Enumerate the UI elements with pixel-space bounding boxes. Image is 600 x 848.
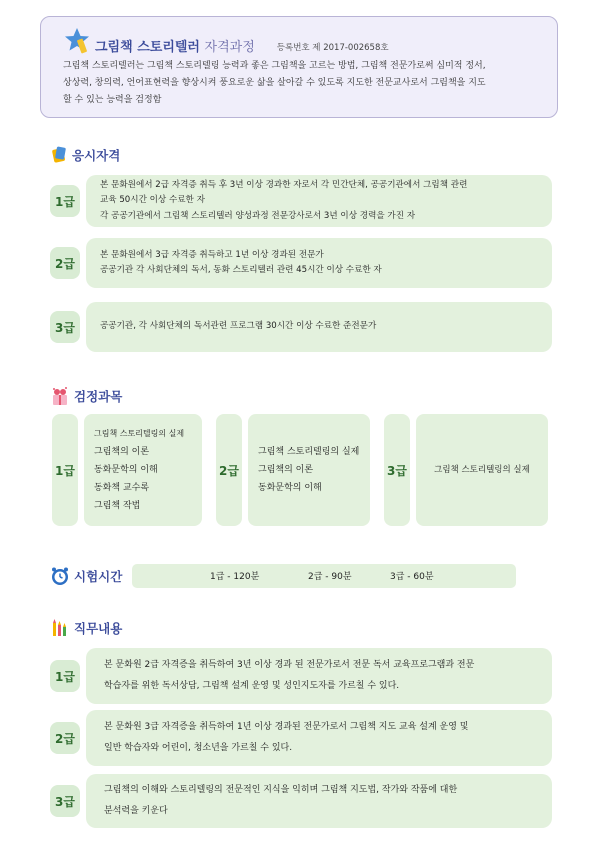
grade-badge: 3급 [384, 414, 410, 526]
gift-icon [50, 386, 70, 406]
duty-row-1 [50, 648, 552, 704]
exam-time-grade-3: 3급 - 60분 [390, 572, 434, 582]
qualification-text: 본 문화원에서 2급 자격증 취득 후 3년 이상 경과한 자로서 각 민간단체, 공공기관에서 그림책 관련 교육 50시간 이상 수료한 자 각 공공기관에서 그림책 스토리텔러 양성과정 전문강사로서 3년 이상 경력을 가진 자 [86, 175, 552, 227]
duty-row-3 [50, 774, 552, 828]
grade-badge: 2급 [50, 722, 80, 754]
exam-time-bar [132, 564, 516, 588]
notepad-icon [50, 146, 68, 164]
header-title-row [63, 27, 543, 55]
grade-badge: 3급 [50, 785, 80, 817]
exam-time-grade-1: 1급 - 120분 [210, 572, 260, 582]
duty-text: 본 문화원 2급 자격증을 취득하여 3년 이상 경과 된 전문가로서 전문 독서 교육프로그램과 전문 학습자를 위한 독서상담, 그림책 설계 운영 및 성인지도자를 가르칠 수 있다. [86, 648, 552, 704]
grade-badge: 3급 [50, 311, 80, 343]
qualification-text: 본 문화원에서 3급 자격증 취득하고 1년 이상 경과된 전문가 공공기관 각 사회단체의 독서, 동화 스토리텔러 관련 45시간 이상 수료한 자 [86, 238, 552, 288]
clock-icon [50, 566, 70, 586]
header-box [40, 16, 558, 118]
grade-badge: 2급 [216, 414, 242, 526]
grade-badge: 1급 [50, 185, 80, 217]
subjects-grade-3: 그림책 스토리텔링의 실제 [416, 414, 548, 526]
subjects-table [52, 414, 548, 526]
qualification-row-3 [50, 302, 552, 352]
header-title: 그림책 스토리텔러 자격과정 [95, 40, 255, 55]
duty-text: 본 문화원 3급 자격증을 취득하여 1년 이상 경과된 전문가로서 그림책 지도 교육 설계 운영 및 일반 학습자와 어린이, 청소년을 가르칠 수 있다. [86, 710, 552, 766]
section-exam-time-heading: 시험시간 [50, 566, 122, 586]
subjects-grade-1: 그림책 스토리텔링의 실제 그림책의 이론 동화문학의 이해 동화책 교수록 그림책 작법 [84, 414, 202, 526]
section-duties-heading: 직무내용 [50, 618, 122, 638]
subjects-grade-2: 그림책 스토리텔링의 실제 그림책의 이론 동화문학의 이해 [248, 414, 370, 526]
grade-badge: 1급 [52, 414, 78, 526]
grade-badge: 2급 [50, 247, 80, 279]
section-qualification-heading: 응시자격 [50, 146, 120, 164]
duty-text: 그림책의 이해와 스토리텔링의 전문적인 지식을 익히며 그림책 지도법, 작가와 작품에 대한 분석력을 키운다 [86, 774, 552, 828]
qualification-row-2 [50, 238, 552, 288]
pencils-icon [50, 618, 70, 638]
exam-time-grade-2: 2급 - 90분 [308, 572, 352, 582]
header-description: 그림책 스토리텔러는 그림책 스토리텔링 능력과 좋은 그림책을 고르는 방법, 그림책 전문가로써 심미적 정서, 상상력, 창의력, 언어표현력을 향상시켜 풍요로운 삶을 살아갈 수 있도록 지도한 전문교사로서 그림책을 지도 할 수 있는 능력을 검정함 [63, 61, 486, 105]
section-subjects-heading: 검정과목 [50, 386, 122, 406]
qualification-row-1 [50, 175, 552, 227]
star-pencil-icon [63, 27, 93, 55]
registration-number: 등록번호 제 2017-002658호 [276, 43, 389, 53]
grade-badge: 1급 [50, 660, 80, 692]
duty-row-2 [50, 710, 552, 766]
qualification-text: 공공기관, 각 사회단체의 독서관련 프로그램 30시간 이상 수료한 준전문가 [86, 302, 552, 352]
